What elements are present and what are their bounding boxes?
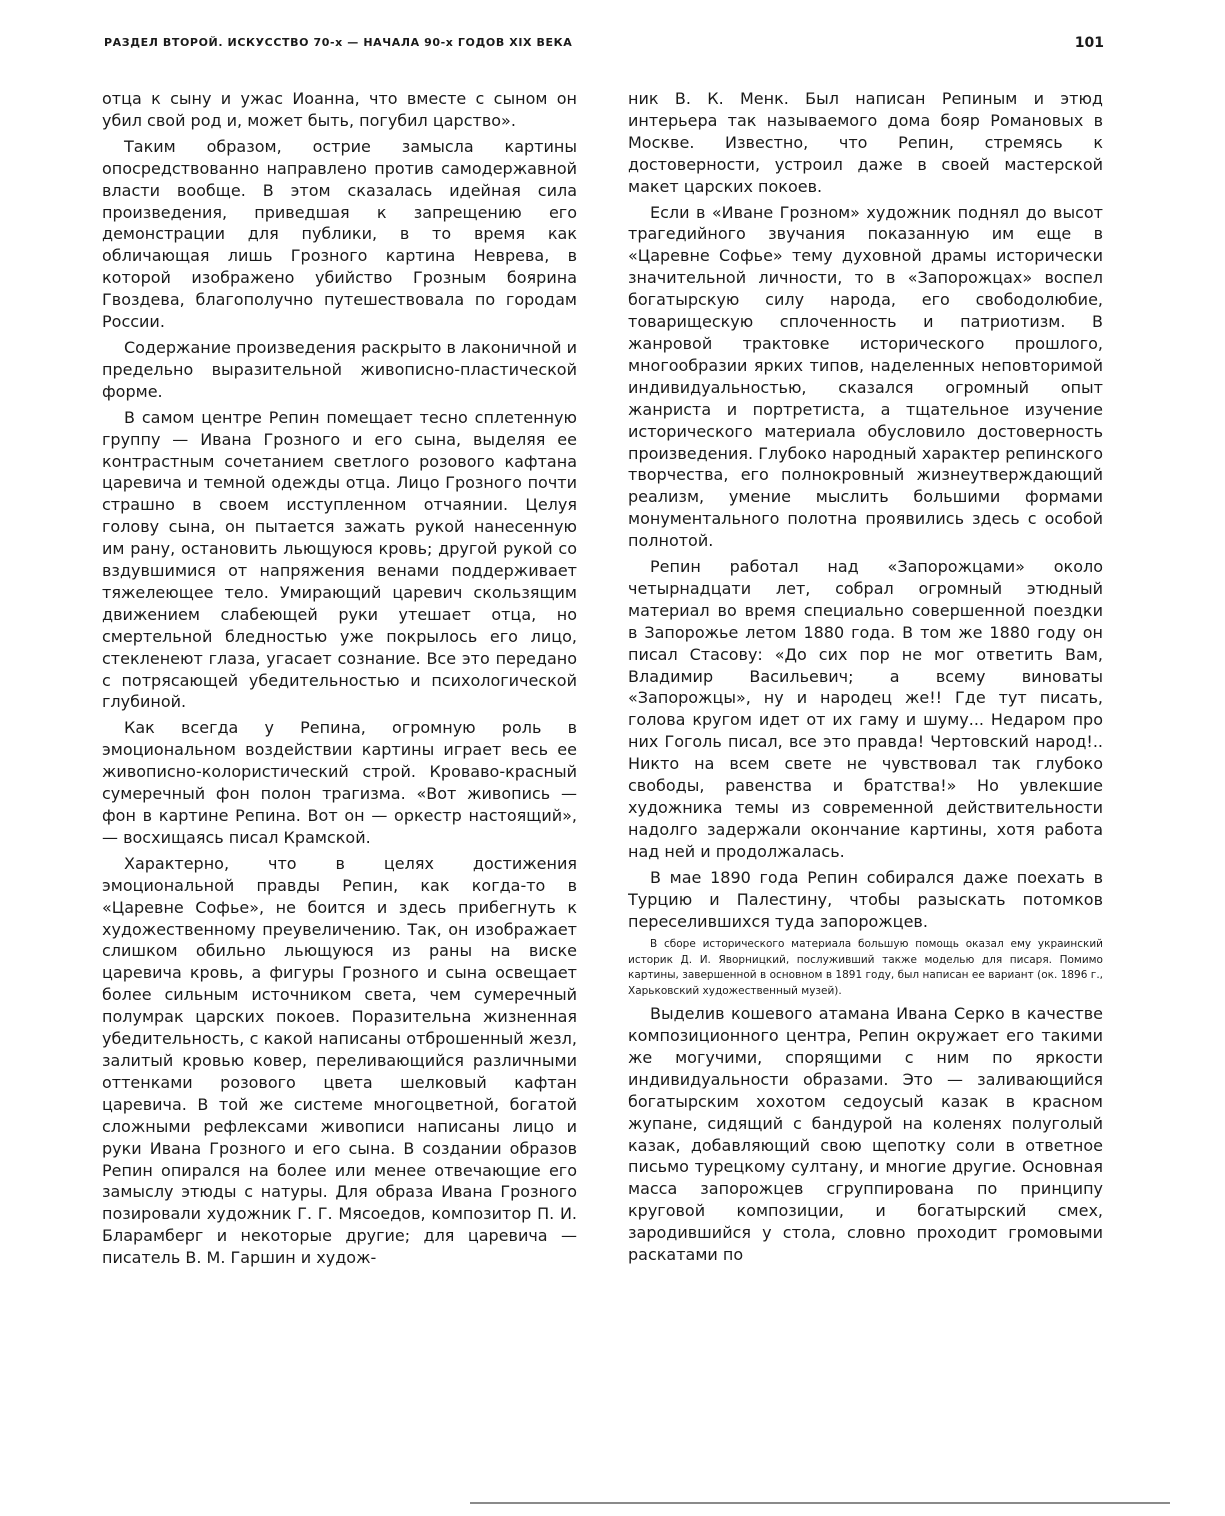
paragraph: Выделив кошевого атамана Ивана Серко в качестве композиционного центра, Репин окружает его такими же могучими, спорящими с ним по яркости индивидуальности образами. Это — заливающийся богатырским хохотом седоусый казак в красном жупане, сидящий с бандурой на коленях полуголый казак, добавляющий свою щепотку соли в ответное письмо турецкому султану, и многие другие. Основная масса запорожцев сгруппирована по принципу круговой композиции, и богатырский смех, зародившийся у стола, словно проходит громовыми раскатами по <box>628 1004 1103 1265</box>
paragraph: Характерно, что в целях достижения эмоциональной правды Репин, как когда-то в «Царевне Софье», не боится и здесь прибегнуть к художественному преувеличению. Так, он изображает слишком обильно льющуюся из раны на виске царевича кровь, а фигуры Грозного и сына освещает более сильным источником света, чем сумеречный полумрак царских покоев. Поразительна жизненная убедительность, с какой написаны отброшенный жезл, залитый кровью ковер, переливающийся различными оттенками розового цвета шелковый кафтан царевича. В той же системе многоцветной, богатой сложными рефлексами живописи написаны лицо и руки Ивана Грозного и его сына. В создании образов Репин опирался на более или менее отвечающие его замыслу этюды с натуры. Для образа Ивана Грозного позировали художник Г. Г. Мясоедов, композитор П. И. Бларамберг и некоторые другие; для царевича — писатель В. М. Гаршин и худож- <box>102 853 577 1268</box>
paragraph: В мае 1890 года Репин собирался даже поехать в Турцию и Палестину, чтобы разыскать потомков переселившихся туда запорожцев. <box>628 867 1103 931</box>
footnote: В сборе исторического материала большую помощь оказал ему украинский историк Д. И. Яворницкий, послуживший также моделью для писаря. Помимо картины, завершенной в основном в 1891 году, был написан ее вариант (ок. 1896 г., Харьковский художественный музей). <box>628 938 1103 997</box>
left-column <box>102 88 577 1418</box>
paragraph: Таким образом, острие замысла картины опосредствованно направлено против самодержавной власти вообще. В этом сказалась идейная сила произведения, приведшая к запрещению его демонстрации для публики, в то время как обличающая лишь Грозного картина Неврева, в которой изображено убийство Грозным боярина Гвоздева, благополучно путешествовала по городам России. <box>102 136 577 332</box>
running-header <box>104 36 1104 58</box>
right-column <box>628 88 1103 1418</box>
page-number: 101 <box>1074 35 1104 51</box>
paragraph: Как всегда у Репина, огромную роль в эмоциональном воздействии картины играет весь ее живописно-колористический строй. Кроваво-красный сумеречный фон полон трагизма. «Вот живопись — фон в картине Репина. Вот он — оркестр настоящий»,— восхищаясь писал Крамской. <box>102 718 577 847</box>
paragraph-continuation: ник В. К. Менк. Был написан Репиным и этюд интерьера так называемого дома бояр Романовых в Москве. Известно, что Репин, стремясь к достоверности, устроил даже в своей мастерской макет царских покоев. <box>628 89 1103 196</box>
running-title: РАЗДЕЛ ВТОРОЙ. ИСКУССТВО 70-х — НАЧАЛА 90-х ГОДОВ XIX ВЕКА <box>104 36 573 49</box>
bottom-rule <box>470 1502 1170 1504</box>
paragraph: Содержание произведения раскрыто в лаконичной и предельно выразительной живописно-пластической форме. <box>102 337 577 401</box>
paragraph: Репин работал над «Запорожцами» около четырнадцати лет, собрал огромный этюдный материал во время специально совершенной поездки в Запорожье летом 1880 года. В том же 1880 году он писал Стасову: «До сих пор не мог ответить Вам, Владимир Васильевич; а всему виноваты «Запорожцы», ну и народец же!! Где тут писать, голова кругом идет от их гаму и шуму... Недаром про них Гоголь писал, все это правда! Чертовский народ!.. Никто на всем свете не чувствовал так глубоко свободы, равенства и братства!» Но увлекшие художника темы из современной действительности надолго задержали окончание картины, хотя работа над ней и продолжалась. <box>628 557 1103 861</box>
paragraph: В самом центре Репин помещает тесно сплетенную группу — Ивана Грозного и его сына, выделяя ее контрастным сочетанием светлого розового кафтана царевича и темной одежды отца. Лицо Грозного почти страшно в своем исступленном отчаянии. Целуя голову сына, он пытается зажать рукой нанесенную им рану, остановить льющуюся кровь; другой рукой со вздувшимися от напряжения венами поддерживает тяжелеющее тело. Умирающий царевич скользящим движением слабеющей руки утешает отца, но смертельной бледностью уже покрылось его лицо, стекленеют глаза, угасает сознание. Все это передано с потрясающей убедительностью и психологической глубиной. <box>102 407 577 712</box>
paragraph-continuation: отца к сыну и ужас Иоанна, что вместе с сыном он убил свой род и, может быть, погубил царство». <box>102 89 577 130</box>
paragraph: Если в «Иване Грозном» художник поднял до высот трагедийного звучания показанную им еще в «Царевне Софье» тему духовной драмы исторически значительной личности, то в «Запорожцах» воспел богатырскую силу народа, его свободолюбие, товарищескую сплоченность и патриотизм. В жанровой трактовке исторического прошлого, многообразии ярких типов, наделенных неповторимой индивидуальностью, сказался огромный опыт жанриста и портретиста, а тщательное изучение исторического материала обусловило достоверность произведения. Глубоко народный характер репинского творчества, его полнокровный жизнеутверждающий реализм, умение мыслить большими формами монументального полотна проявились здесь с особой полнотой. <box>628 202 1103 551</box>
